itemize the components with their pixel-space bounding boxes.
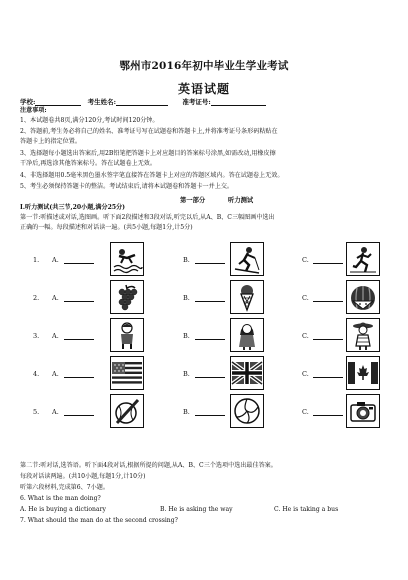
- section1-instructions: 正确的一幅。每段描述和对话读一遍。(共5小题,每题1分,计5分): [20, 224, 193, 231]
- runner-icon: [346, 242, 380, 276]
- option-label: C.: [302, 294, 309, 302]
- volleyball-icon: [230, 394, 264, 428]
- answer-blank[interactable]: [313, 263, 343, 264]
- answer-blank[interactable]: [313, 377, 343, 378]
- school-field[interactable]: [35, 98, 81, 106]
- option-label: B.: [183, 370, 190, 378]
- question-number: 5.: [33, 408, 40, 416]
- subject-title: 英语试题: [177, 82, 230, 96]
- question-row: [20, 356, 388, 392]
- option-label: B.: [183, 294, 190, 302]
- boy-icon: [110, 318, 144, 352]
- notes-heading: 注意事项:: [20, 107, 47, 114]
- camera-icon: [346, 394, 380, 428]
- answer-blank[interactable]: [195, 301, 225, 302]
- option-label: C.: [302, 408, 309, 416]
- answer-blank[interactable]: [64, 377, 94, 378]
- answer-blank[interactable]: [313, 339, 343, 340]
- note-line: 3、选择题每小题选出答案后,用2B铅笔把答题卡上对应题目的答案标号涂黑,如需改动,用橡皮擦: [20, 150, 276, 157]
- watermelon-icon: [346, 280, 380, 314]
- option-label: B.: [183, 332, 190, 340]
- girl-with-hat-icon: [346, 318, 380, 352]
- answer-blank[interactable]: [195, 377, 225, 378]
- usa-flag-icon: [110, 356, 144, 390]
- option-label: A.: [52, 370, 59, 378]
- section2-instructions: 每段对话读两遍。(共10小题,每题1分,计10分): [20, 473, 146, 480]
- grapes-icon: [110, 280, 144, 314]
- question-row: [20, 318, 388, 354]
- option-label: B.: [183, 408, 190, 416]
- section1-instructions: 第一节:听描述或对话,选图画。听下面2段描述和3段对话,听完以后,从A、B、C三幅图画中选出: [20, 214, 275, 221]
- name-label: 考生姓名:: [87, 98, 117, 106]
- answer-blank[interactable]: [64, 415, 94, 416]
- question-number: 1.: [33, 256, 40, 264]
- exam-title: 鄂州市2016年初中毕业生学业考试: [119, 60, 289, 72]
- option-label: C.: [302, 332, 309, 340]
- q6-option-c: C. He is taking a bus: [274, 506, 339, 513]
- question-7: 7. What should the man do at the second crossing?: [20, 517, 178, 524]
- part-name: 听力测试: [228, 197, 254, 204]
- answer-blank[interactable]: [195, 415, 225, 416]
- question-row: [20, 242, 388, 278]
- student-info-line: [20, 97, 266, 106]
- answer-blank[interactable]: [313, 415, 343, 416]
- canada-flag-icon: [346, 356, 380, 390]
- option-label: C.: [302, 256, 309, 264]
- ice-cream-icon: [230, 280, 264, 314]
- option-label: A.: [52, 294, 59, 302]
- girl-icon: [230, 318, 264, 352]
- option-label: B.: [183, 256, 190, 264]
- answer-blank[interactable]: [64, 263, 94, 264]
- note-line: 答题卡上的指定位置。: [20, 138, 81, 145]
- section2-instructions: 听第六段材料,完成第6、7小题。: [20, 484, 109, 491]
- answer-blank[interactable]: [313, 301, 343, 302]
- q6-option-a: A. He is buying a dictionary: [20, 506, 106, 513]
- answer-blank[interactable]: [64, 339, 94, 340]
- uk-flag-icon: [230, 356, 264, 390]
- note-line: 2、答题前,考生务必将自己的姓名、准考证号写在试题卷和答题卡上,并将准考证号条形码粘贴在: [20, 128, 278, 135]
- baseball-icon: [110, 394, 144, 428]
- note-line: 1、本试题卷共8页,满分120分,考试时间120分钟。: [20, 117, 159, 124]
- option-label: A.: [52, 256, 59, 264]
- option-label: C.: [302, 370, 309, 378]
- id-field[interactable]: [211, 98, 266, 106]
- note-line: 4、非选择题用0.5毫米黑色墨水签字笔直接答在答题卡上对应的答题区域内。答在试题卷上无效。: [20, 172, 284, 179]
- question-number: 4.: [33, 370, 40, 378]
- skier-icon: [230, 242, 264, 276]
- swimmer-icon: [110, 242, 144, 276]
- section-title: Ⅰ.听力测试(共三节,20小题,满分25分): [20, 204, 126, 211]
- name-field[interactable]: [116, 98, 168, 106]
- answer-blank[interactable]: [64, 301, 94, 302]
- note-line: 干净后,再选涂其他答案标号。答在试题卷上无效。: [20, 160, 156, 167]
- q6-option-b: B. He is asking the way: [160, 506, 233, 513]
- question-number: 2.: [33, 294, 40, 302]
- school-label: 学校:: [20, 98, 36, 106]
- question-row: [20, 394, 388, 430]
- option-label: A.: [52, 408, 59, 416]
- question-number: 3.: [33, 332, 40, 340]
- question-6: 6. What is the man doing?: [20, 495, 101, 502]
- part-label: 第一部分: [180, 197, 206, 204]
- id-label: 准考证号:: [182, 98, 211, 106]
- question-row: [20, 280, 388, 316]
- note-line: 5、考生必须保持答题卡的整洁。考试结束后,请将本试题卷和答题卡一并上交。: [20, 183, 234, 190]
- section2-instructions: 第二节:听对话,选答语。听下面4段对话,根据所提的问题,从A、B、C三个选项中选出最佳答案。: [20, 462, 277, 469]
- option-label: A.: [52, 332, 59, 340]
- answer-blank[interactable]: [195, 339, 225, 340]
- answer-blank[interactable]: [195, 263, 225, 264]
